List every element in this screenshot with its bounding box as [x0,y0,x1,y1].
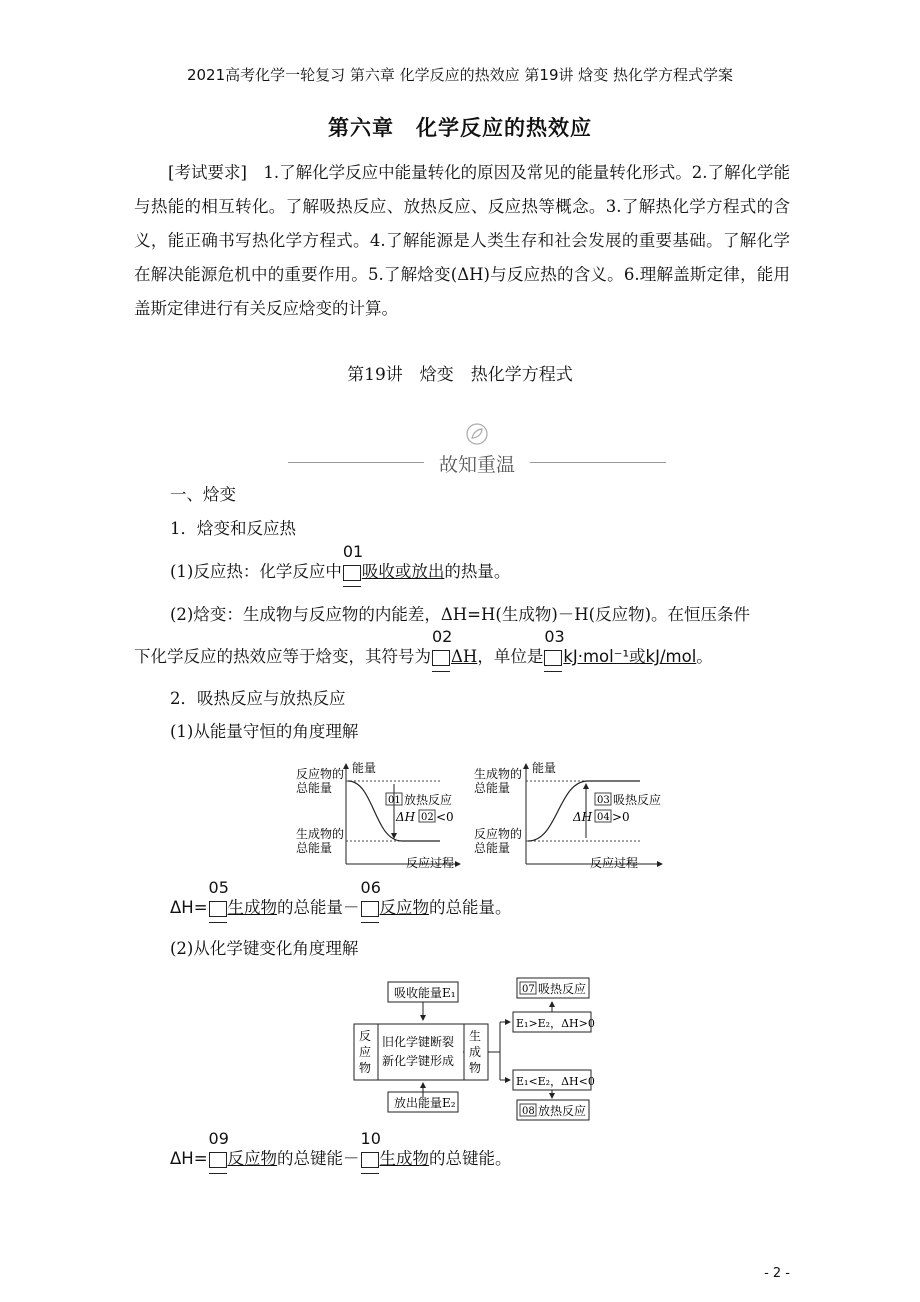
banner-title: 故知重温 [438,454,515,476]
blank-number: 02 [432,626,453,646]
reaction-type: 放热反应 [404,793,453,807]
exothermic-result: 放热反应 [538,1104,587,1118]
item-reaction-heat [170,541,511,583]
bottom-level-label: 生成物的 [296,827,345,841]
x-axis-label: 反应过程 [590,856,639,870]
tag-number: 07 [522,984,535,995]
section-heading: 一、焓变 [170,485,236,504]
endothermic-result: 吸热反应 [538,982,587,996]
product-char: 物 [469,1061,482,1075]
product-char: 成 [469,1045,482,1059]
subsection-heading: (2)从化学键变化角度理解 [170,939,359,958]
reaction-type: 吸热反应 [613,793,662,807]
delta-h-sign: <0 [436,810,454,824]
leaf-icon [465,422,489,446]
top-level-label: 反应物的 [296,767,345,781]
blank-number: 09 [208,1128,229,1148]
bottom-level-label: 总能量 [474,841,511,855]
chapter-title: 第六章 化学反应的热效应 [328,115,592,140]
equation-energy [170,877,512,919]
answer-blank [208,877,229,917]
bond-change-box [378,1024,464,1080]
tag-number: 01 [388,795,401,806]
item-text: 下化学反应的热效应等于焓变，其符号为 [134,647,431,666]
bond-energy-flowchart [350,974,596,1122]
top-level-label: 总能量 [474,781,511,795]
tag-number: 03 [597,795,610,806]
answer-text: kJ·mol⁻¹或kJ/mol [563,647,697,666]
item-enthalpy-line1: (2)焓变：生成物与反应物的内能差，ΔH=H(生成物)－H(反应物)。在恒压条件 [170,605,751,624]
answer-blank [208,1128,229,1168]
y-axis-label: 能量 [352,761,377,775]
document-header: 2021高考化学一轮复习 第六章 化学反应的热效应 第19讲 焓变 热化学方程式学案 [186,66,734,84]
reactant-char: 应 [359,1045,372,1059]
x-axis-label: 反应过程 [406,856,455,870]
endothermic-diagram [474,760,662,870]
top-level-label: 总能量 [296,781,333,795]
top-level-label: 生成物的 [474,767,523,781]
subsection-heading: 1．焓变和反应热 [170,519,296,538]
absorb-energy-label: 吸收能量E₁ [394,986,456,1000]
section-banner [288,420,666,480]
exothermic-diagram [296,760,460,870]
energy-diagrams [290,756,670,874]
subsection-heading: (1)从能量守恒的角度理解 [170,722,359,741]
subsection-heading: 2．吸热反应与放热反应 [170,689,346,708]
item-text: 的总键能－ [277,1149,360,1168]
lesson-title: 第19讲 焓变 热化学方程式 [347,365,573,385]
bottom-level-label: 反应物的 [474,827,523,841]
bottom-level-label: 总能量 [296,841,333,855]
delta-h-sign: >0 [612,810,630,824]
blank-number: 03 [544,626,565,646]
answer-blank [544,626,565,666]
reactant-char: 反 [359,1029,372,1043]
item-text: 的总能量。 [429,898,512,917]
answer-blank [342,541,364,581]
answer-text: 吸收或放出 [361,562,445,581]
delta-h-label: ΔH [396,810,416,824]
answer-text: 生成物 [379,1149,430,1168]
tag-number: 04 [597,812,610,823]
item-text: 的总能量－ [277,898,360,917]
tag-number: 02 [421,812,434,823]
exam-requirements: [考试要求] 1.了解化学反应中能量转化的原因及常见的能量转化形式。2.了解化学能与热能的相互转化。了解吸热反应、放热反应、反应热等概念。3.了解热化学方程式的含义，能正确书写热化学方程式。4.了解能源是人类生存和社会发展的重要基础。了解化学在解决能源危机中的重要作用。5.了解焓变(ΔH)与反应热的含义。6.理解盖斯定律，能用盖斯定律进行有关反应焓变的计算。 [134,163,790,318]
item-text: ΔH= [170,1149,208,1168]
page-number: - 2 - [764,1266,790,1281]
answer-blank [432,626,453,666]
blank-number: 10 [360,1128,381,1148]
bond-break-label: 旧化学键断裂 [382,1035,455,1049]
blank-number: 06 [360,877,381,897]
blank-number: 05 [208,877,229,897]
product-char: 生 [469,1029,482,1043]
item-text: 的总键能。 [429,1149,512,1168]
item-text: ΔH= [170,898,208,917]
endothermic-condition: E₁>E₂，ΔH>0 [516,1017,595,1030]
item-text: ，单位是 [477,647,544,666]
answer-text: 反应物 [379,898,430,917]
answer-text: 生成物 [227,898,278,917]
item-text: (1)反应热：化学反应中 [170,562,342,581]
answer-blank [360,877,381,917]
release-energy-label: 放出能量E₂ [394,1096,456,1110]
item-enthalpy-line2 [134,626,713,668]
answer-text: ΔH [451,647,478,666]
delta-h-label: ΔH [573,810,593,824]
y-axis-label: 能量 [532,761,557,775]
item-text: 。 [696,647,713,666]
exothermic-condition: E₁<E₂，ΔH<0 [516,1075,595,1088]
tag-number: 08 [522,1106,535,1117]
equation-bond-energy [170,1128,512,1170]
answer-text: 反应物 [227,1149,278,1168]
reactant-char: 物 [359,1061,372,1075]
blank-number: 01 [342,541,364,561]
answer-blank [360,1128,381,1168]
item-text: 的热量。 [444,562,511,581]
bond-form-label: 新化学键形成 [382,1054,455,1068]
